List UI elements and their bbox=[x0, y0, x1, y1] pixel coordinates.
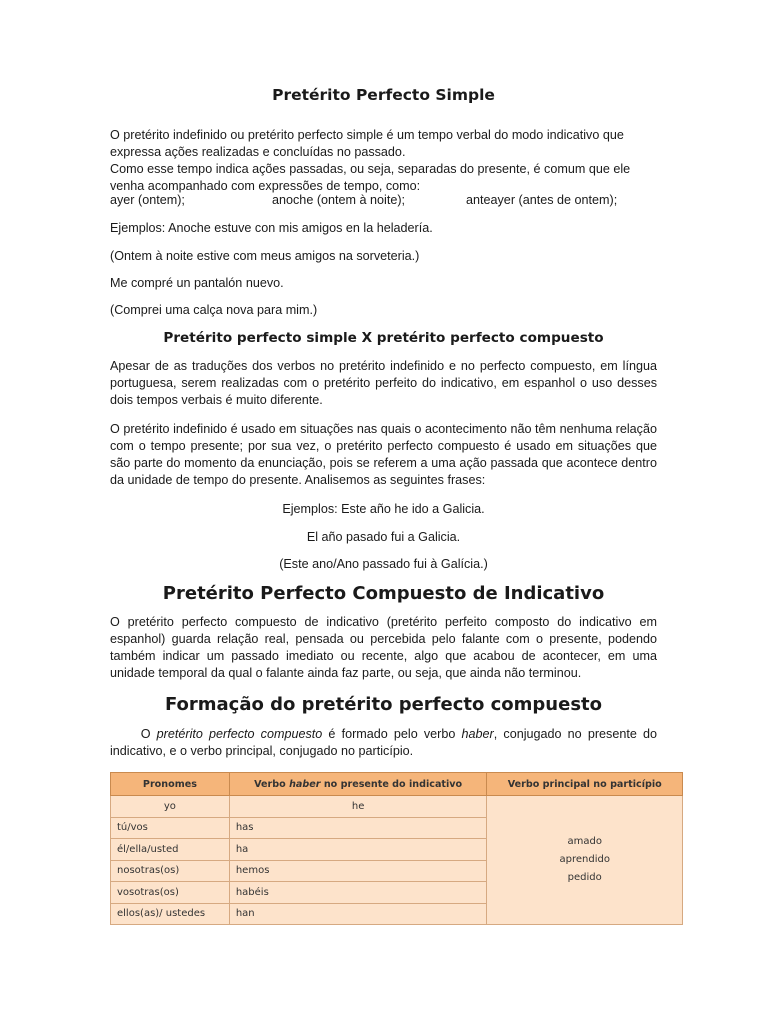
formacao-text: é formado pelo verbo bbox=[322, 727, 462, 741]
pronome-cell: nosotras(os) bbox=[111, 860, 230, 882]
formacao-text: O bbox=[110, 727, 157, 741]
example-translation: (Ontem à noite estive com meus amigos na sorveteria.) bbox=[110, 249, 420, 263]
pronome-cell: tú/vos bbox=[111, 817, 230, 839]
section-heading-compuesto: Pretérito Perfecto Compuesto de Indicativo bbox=[162, 583, 605, 604]
header-verbo-haber bbox=[229, 773, 487, 796]
header-pronomes: Pronomes bbox=[111, 773, 230, 796]
header-text: Verbo bbox=[254, 778, 290, 790]
comparison-heading: Pretérito perfecto simple X pretérito perfecto compuesto bbox=[163, 330, 604, 346]
haber-cell: han bbox=[229, 903, 487, 925]
intro-line: venha acompanhado com expressões de tempo, como: bbox=[110, 179, 421, 193]
haber-cell: has bbox=[229, 817, 487, 839]
pronome-cell: él/ella/usted bbox=[111, 839, 230, 861]
table-row bbox=[111, 796, 683, 818]
intro-line: Como esse tempo indica ações passadas, ou seja, separadas do presente, é comum que ele bbox=[110, 162, 631, 176]
intro-paragraph-2 bbox=[110, 161, 657, 195]
haber-cell: ha bbox=[229, 839, 487, 861]
header-participio: Verbo principal no particípio bbox=[487, 773, 683, 796]
formacao-paragraph bbox=[110, 726, 657, 760]
comparison-paragraph-1: Apesar de as traduções dos verbos no pretérito indefinido e no perfecto compuesto, em língua portuguesa, serem realizadas com o pretérito perfeito do indicativo, em espanhol o uso desses dois tempos verbais é muito diferente. bbox=[110, 359, 657, 407]
expression-anoche: anoche (ontem à noite); bbox=[272, 193, 406, 207]
participio-item: aprendido bbox=[559, 854, 610, 865]
haber-cell: he bbox=[229, 796, 487, 818]
page-title: Pretérito Perfecto Simple bbox=[272, 86, 495, 104]
haber-cell: hemos bbox=[229, 860, 487, 882]
example-translation: (Comprei uma calça nova para mim.) bbox=[110, 303, 318, 317]
conjugation-table bbox=[110, 772, 683, 925]
pronome-cell: yo bbox=[111, 796, 230, 818]
section-heading-formacao: Formação do pretérito perfecto compuesto bbox=[164, 694, 603, 715]
participio-item: amado bbox=[567, 836, 602, 847]
formacao-term: haber bbox=[461, 727, 494, 741]
comparison-paragraph-2: O pretérito indefinido é usado em situações nas quais o acontecimento não têm nenhuma relação com o tempo presente; por sua vez, o pretérito perfecto compuesto é usado em situações que são parte do momento da enunciação, pois se referem a uma ação passada que acontece dentro da unidade de tempo do presente. Analisemos as seguintes frases: bbox=[110, 422, 657, 487]
formacao-term: pretérito perfecto compuesto bbox=[156, 727, 323, 741]
expression-ayer: ayer (ontem); bbox=[110, 193, 185, 207]
participio-cell bbox=[487, 796, 683, 925]
pronome-cell: vosotras(os) bbox=[111, 882, 230, 904]
example-sentence: Ejemplos: Anoche estuve con mis amigos en la heladería. bbox=[110, 221, 433, 235]
intro-line: O pretérito indefinido ou pretérito perfecto simple é um tempo verbal do modo indicativo que bbox=[110, 128, 624, 142]
header-text: no presente do indicativo bbox=[320, 778, 463, 790]
example-sentence: Ejemplos: Este año he ido a Galicia. bbox=[282, 502, 485, 516]
table-header-row bbox=[111, 773, 683, 796]
formacao-text: , conjugado no presente do indicativo, e o verbo principal, conjugado no particípio. bbox=[110, 727, 657, 758]
pronome-cell: ellos(as)/ ustedes bbox=[111, 903, 230, 925]
example-translation: (Este ano/Ano passado fui à Galícia.) bbox=[279, 557, 488, 571]
example-sentence: El año pasado fui a Galicia. bbox=[306, 530, 461, 544]
compuesto-paragraph: O pretérito perfecto compuesto de indicativo (pretérito perfeito composto do indicativo em espanhol) guarda relação real, pensada ou percebida pelo falante com o presente, podendo também indicar um passado imediato ou recente, algo que acabou de acontecer, em uma unidade temporal da qual o falante ainda faz parte, ou seja, que ainda não terminou. bbox=[110, 615, 657, 680]
intro-line: expressa ações realizadas e concluídas no passado. bbox=[110, 145, 406, 159]
participio-item: pedido bbox=[567, 872, 602, 883]
haber-cell: habéis bbox=[229, 882, 487, 904]
intro-paragraph-1 bbox=[110, 127, 657, 161]
example-sentence: Me compré un pantalón nuevo. bbox=[110, 276, 284, 290]
header-haber: haber bbox=[289, 778, 321, 790]
expression-anteayer: anteayer (antes de ontem); bbox=[466, 193, 618, 207]
